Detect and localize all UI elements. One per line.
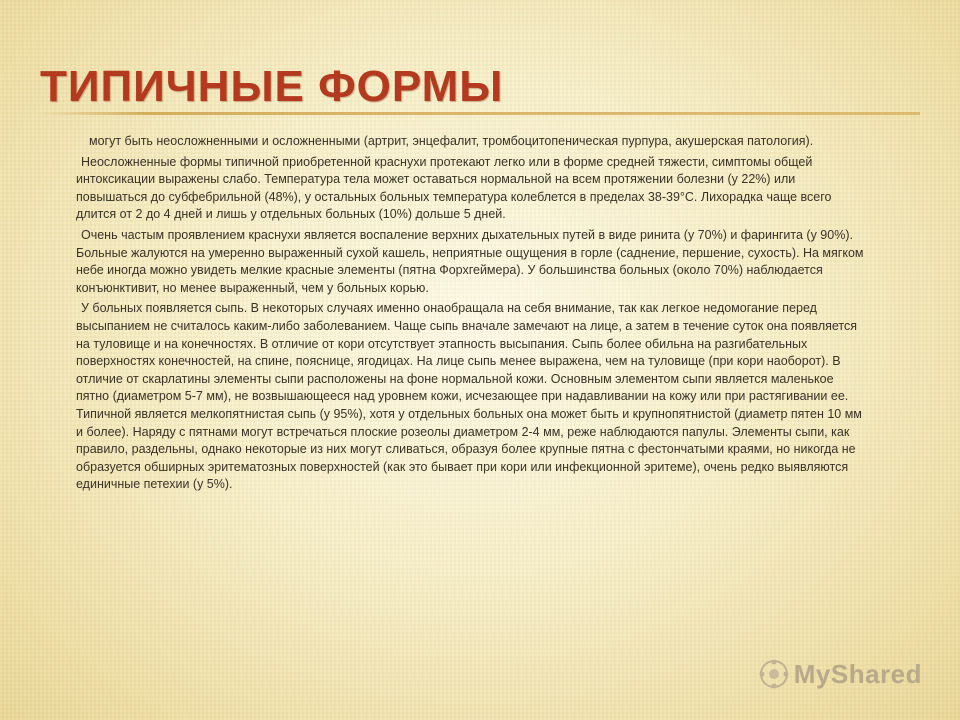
title-underline: [40, 112, 920, 115]
paragraph-respiratory-symptoms: Очень частым проявлением краснухи является воспаление верхних дыхательных путей в виде ринита (у 70%) и фарингита (у 90%). Больные жалуются на умеренно выраженный сухой кашель, неприятные ощущения в горле (саднение, першение, сухость). На мягком небе иногда можно увидеть мелкие красные элементы (пятна Форхгеймера). У большинства больных (около 70%) наблюдается конъюнктивит, но менее выраженный, чем у больных корью.: [76, 227, 864, 295]
slide-title: ТИПИЧНЫЕ ФОРМЫ: [40, 62, 504, 111]
paragraph-uncomplicated-forms: Неосложненные формы типичной приобретенной краснухи протекают легко или в форме средней тяжести, симптомы общей интоксикации выражены слабо. Температура тела может оставаться нормальной на всем протяжении болезни (у 22%) или повышаться до субфебрильной (48%), у остальных больных температура колеблется в пределах 38-39°С. Лихорадка чаще всего длится от 2 до 4 дней и лишь у отдельных больных (10%) дольше 5 дней.: [76, 154, 832, 222]
paragraph-complications: могут быть неосложненными и осложненными (артрит, энцефалит, тромбоцитопеническая пурпура, акушерская патология).: [89, 134, 814, 148]
myshared-brand-text: MyShared: [793, 658, 922, 689]
slide-body: [76, 133, 866, 497]
paragraph-rash: У больных появляется сыпь. В некоторых случаях именно онаобращала на себя внимание, так как легкое недомогание перед высыпанием не считалось каким-либо заболеванием. Чаще сыпь вначале замечают на лице, а затем в течение суток она появляется на туловище и на конечностях. В отличие от кори отсутствует этапность высыпания. Сыпь более обильна на разгибательных поверхностях конечностей, на спине, пояснице, ягодицах. На лице сыпь менее выражена, чем на туловище (при кори наоборот). В отличие от скарлатины элементы сыпи расположены на фоне нормальной кожи. Основным элементом сыпи является маленькое пятно (диаметром 5-7 мм), не возвышающееся над уровнем кожи, исчезающее при надавливании на кожу или при растягивании ее. Типичной является мелкопятнистая сыпь (у 95%), хотя у отдельных больных она может быть и крупнопятнистой (диаметр пятен 10 мм и более). Наряду с пятнами могут встречаться плоские розеолы диаметром 2-4 мм, реже наблюдаются папулы. Элементы сыпи, как правило, раздельны, однако некоторые из них могут сливаться, образуя более крупные пятна с фестончатыми краями, но никогда не образуется обширных эритематозных поверхностей (как это бывает при кори или инфекционной эритеме), очень редко выявляются единичные петехии (у 5%).: [76, 301, 862, 492]
title-area: [40, 62, 920, 118]
myshared-watermark: [758, 656, 922, 692]
myshared-logo-icon: [758, 658, 790, 690]
